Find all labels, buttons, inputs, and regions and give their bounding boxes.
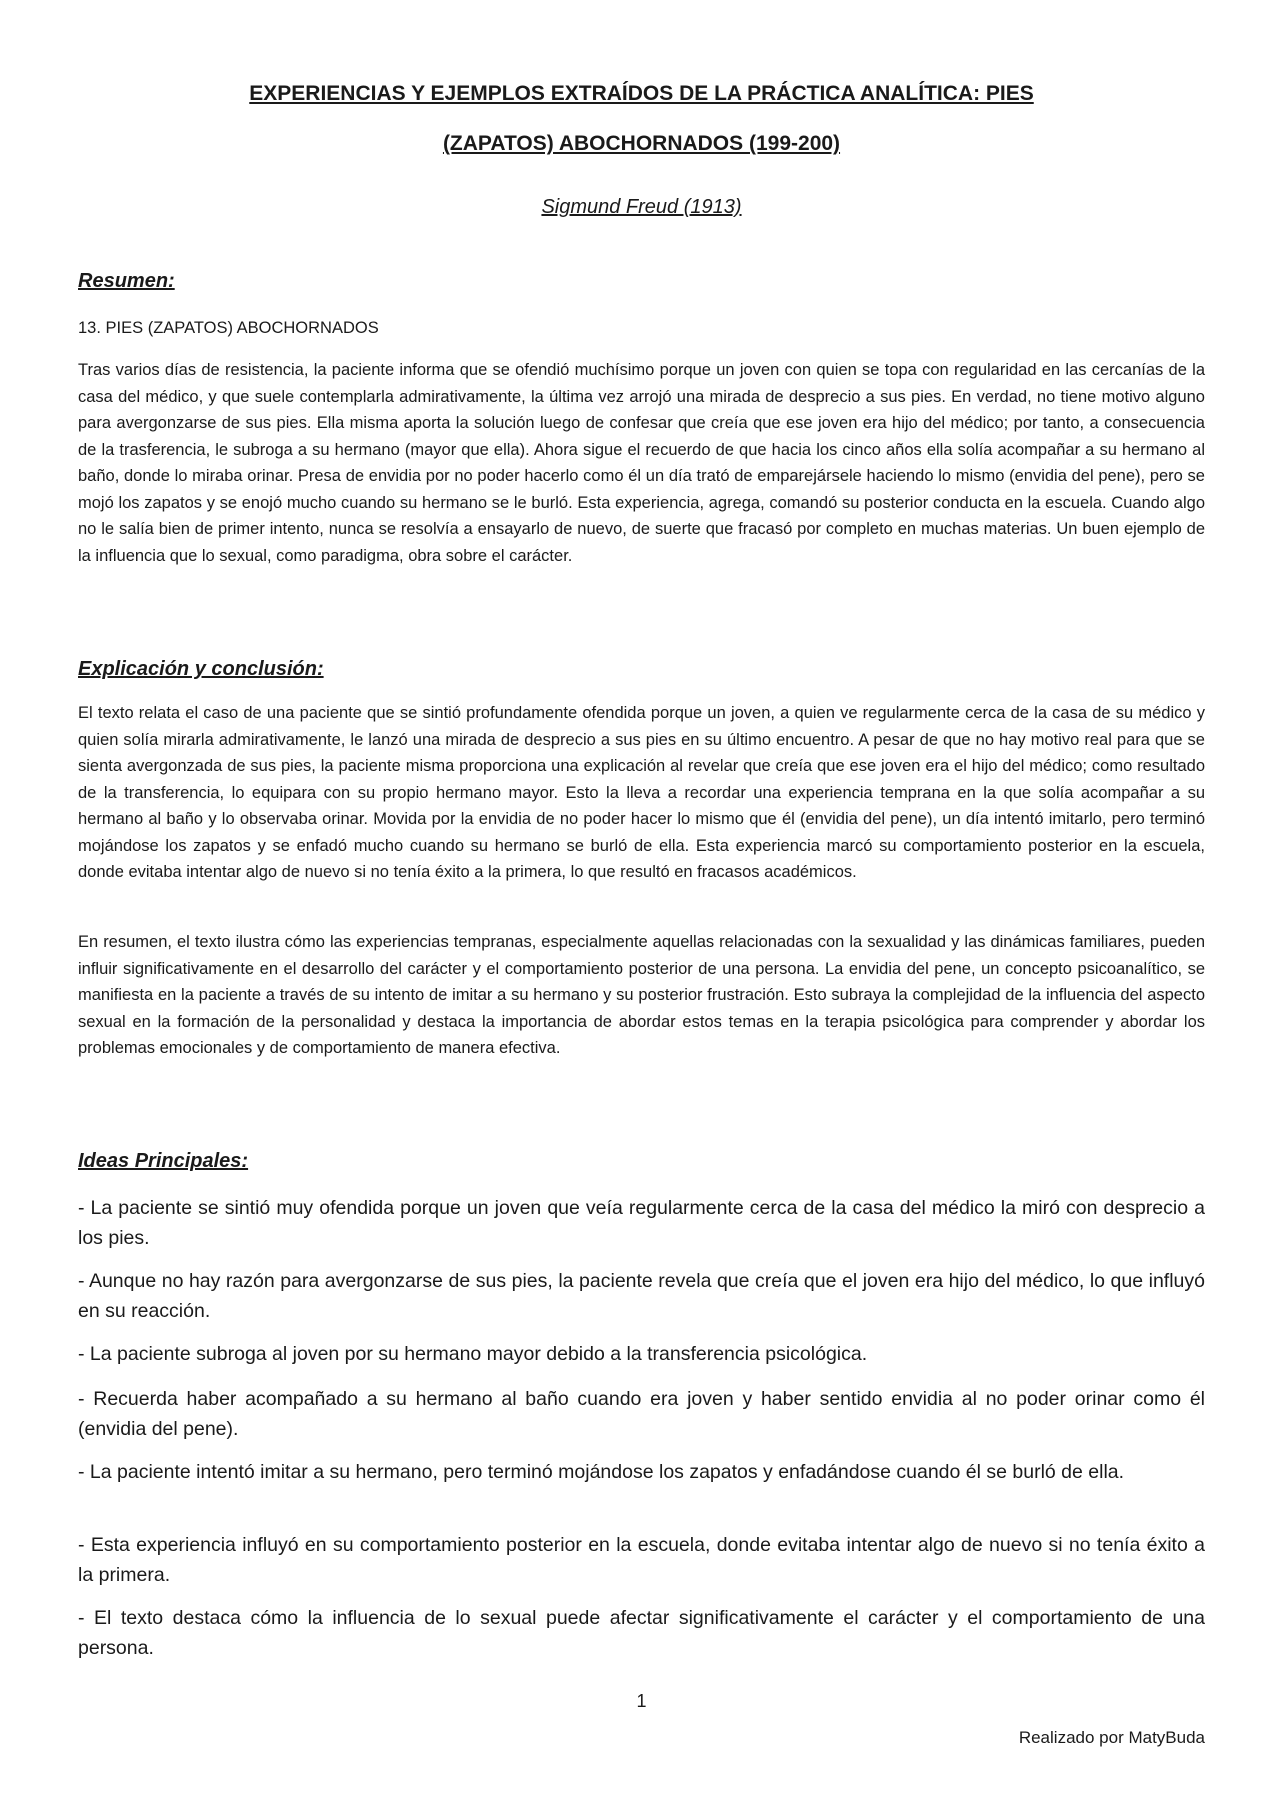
document-page — [78, 0, 1205, 1810]
idea-item-2: - Aunque no hay razón para avergonzarse de sus pies, la paciente revela que creía que el joven era hijo del médico, lo que influyó en su reacción. — [78, 1270, 1205, 1322]
idea-item-5: - La paciente intentó imitar a su hermano, pero terminó mojándose los zapatos y enfadándose cuando él se burló de ella. — [78, 1461, 1125, 1483]
explicacion-heading: Explicación y conclusión: — [78, 658, 324, 680]
document-title-line-2: (ZAPATOS) ABOCHORNADOS (199-200) — [442, 132, 841, 155]
idea-item-3: - La paciente subroga al joven por su hermano mayor debido a la transferencia psicológica. — [78, 1343, 868, 1365]
idea-item-6: - Esta experiencia influyó en su comportamiento posterior en la escuela, donde evitaba intentar algo de nuevo si no tenía éxito a la primera. — [78, 1534, 1205, 1586]
idea-item-1: - La paciente se sintió muy ofendida porque un joven que veía regularmente cerca de la casa del médico la miró con desprecio a los pies. — [78, 1197, 1205, 1249]
idea-item-4: - Recuerda haber acompañado a su hermano al baño cuando era joven y haber sentido envidia al no poder orinar como él (envidia del pene). — [78, 1388, 1205, 1440]
resumen-heading: Resumen: — [78, 270, 175, 292]
ideas-heading: Ideas Principales: — [78, 1150, 249, 1172]
explicacion-paragraph-1: El texto relata el caso de una paciente que se sintió profundamente ofendida porque un joven, a quien ve regularmente cerca de la casa de su médico y quien solía mirarla admirativamente, le lanzó una mirada de desprecio a sus pies en su último encuentro. A pesar de que no hay motivo real para que se sienta avergonzada de sus pies, la paciente misma proporciona una explicación al revelar que creía que ese joven era el hijo del médico; como resultado de la transferencia, lo equipara con su propio hermano mayor. Esto la lleva a recordar una experiencia temprana en la que solía acompañar a su hermano al baño y lo observaba orinar. Movida por la envidia de no poder hacer lo mismo que él (envidia del pene), un día intentó imitarlo, pero terminó mojándose los zapatos y se enfadó mucho cuando su hermano se burló de ella. Esta experiencia marcó su comportamiento posterior en la escuela, donde evitaba intentar algo de nuevo si no tenía éxito a la primera, lo que resultó en fracasos académicos. — [78, 704, 1205, 881]
idea-item-7: - El texto destaca cómo la influencia de lo sexual puede afectar significativamente el carácter y el comportamiento de una persona. — [78, 1607, 1205, 1659]
explicacion-paragraph-2: En resumen, el texto ilustra cómo las experiencias tempranas, especialmente aquellas relacionadas con la sexualidad y las dinámicas familiares, pueden influir significativamente en el desarrollo del carácter y el comportamiento posterior de una persona. La envidia del pene, un concepto psicoanalítico, se manifiesta en la paciente a través de su intento de imitar a su hermano y su posterior frustración. Esto subraya la complejidad de la influencia del aspecto sexual en la formación de la personalidad y destaca la importancia de abordar estos temas en la terapia psicológica para comprender y abordar los problemas emocionales y de comportamiento de manera efectiva. — [78, 933, 1205, 1057]
resumen-paragraph: Tras varios días de resistencia, la paciente informa que se ofendió muchísimo porque un joven con quien se topa con regularidad en las cercanías de la casa del médico, y que suele contemplarla admirativamente, la última vez arrojó una mirada de desprecio a sus pies. En verdad, no tiene motivo alguno para avergonzarse de sus pies. Ella misma aporta la solución luego de confesar que creía que ese joven era hijo del médico; por tanto, a consecuencia de la trasferencia, le subroga a su hermano (mayor que ella). Ahora sigue el recuerdo de que hacia los cinco años ella solía acompañar a su hermano al baño, donde lo miraba orinar. Presa de envidia por no poder hacerlo como él un día trató de emparejársele haciendo lo mismo (envidia del pene), pero se mojó los zapatos y se enojó mucho cuando su hermano se le burló. Esta experiencia, agrega, comandó su posterior conducta en la escuela. Cuando algo no le salía bien de primer intento, nunca se resolvía a ensayarlo de nuevo, de suerte que fracasó por completo en muchas materias. Un buen ejemplo de la influencia que lo sexual, como paradigma, obra sobre el carácter. — [78, 361, 1205, 565]
resumen-subtitle: 13. PIES (ZAPATOS) ABOCHORNADOS — [78, 319, 379, 337]
author-credit: Realizado por MatyBuda — [1018, 1728, 1205, 1747]
page-number: 1 — [636, 1691, 647, 1711]
document-author: Sigmund Freud (1913) — [541, 196, 742, 218]
document-title-line-1: EXPERIENCIAS Y EJEMPLOS EXTRAÍDOS DE LA PRÁCTICA ANALÍTICA: PIES — [249, 82, 1034, 105]
